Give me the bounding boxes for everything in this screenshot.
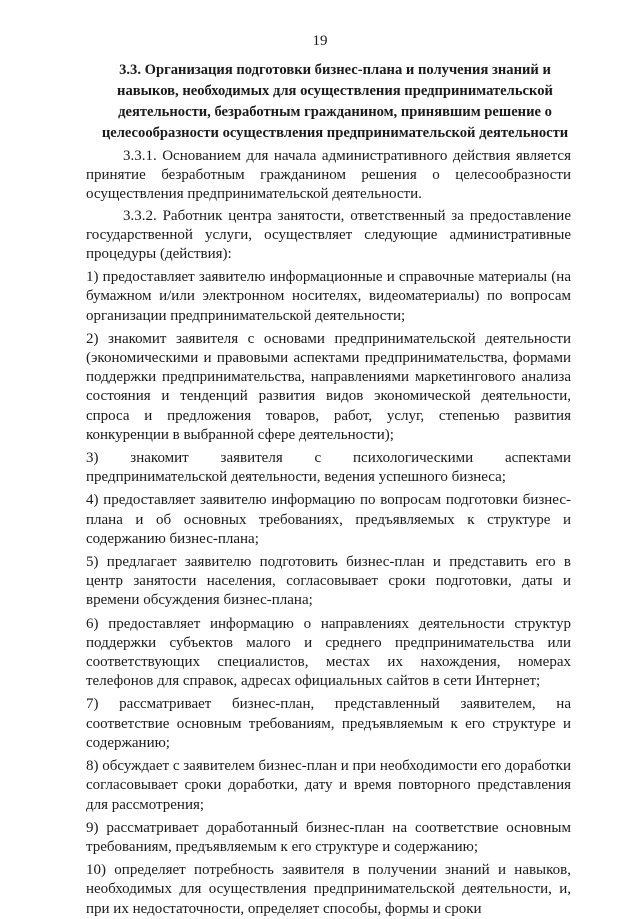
list-item: 2) знакомит заявителя с основами предпринимательской деятельности (экономическими и правовыми аспектами предпринимательства, формами поддержки предпринимательства, направлениями маркетингового анализа состояния и тенденций развития видов экономической деятельности, спроса и предложения товаров, работ, услуг, степенью развития конкуренции в выбранной сфере деятельности); xyxy=(86,330,571,443)
list-item: 3) знакомит заявителя с психологическими аспектами предпринимательской деятельности, ведения успешного бизнеса; xyxy=(86,450,571,486)
paragraph: 3.3.2. Работник центра занятости, ответственный за предоставление государственной услуги, осуществляет следующие административные процедуры (действия): xyxy=(86,207,571,263)
list-item: 5) предлагает заявителю подготовить бизнес-план и представить его в центр занятости населения, согласовывает сроки подготовки, даты и времени обсуждения бизнес-плана; xyxy=(86,554,571,609)
list-item: 8) обсуждает с заявителем бизнес-план и при необходимости его доработки согласовывает сроки доработки, дату и время повторного представления для рассмотрения; xyxy=(86,758,571,813)
list-item: 6) предоставляет информацию о направлениях деятельности структур поддержки субъектов малого и среднего предпринимательства или соответствующих специалистов, местах их нахождения, номерах телефонов для справок, адресах официальных сайтов в сети Интернет; xyxy=(86,615,571,690)
list-item: 4) предоставляет заявителю информацию по вопросам подготовки бизнес-плана и об основных требованиях, предъявляемых к структуре и содержанию бизнес-плана; xyxy=(86,492,571,547)
document-body xyxy=(86,147,571,919)
page-number: 19 xyxy=(312,33,328,49)
list-item: 10) определяет потребность заявителя в получении знаний и навыков, необходимых для осуществления предпринимательской деятельности, и, при их недостаточности, определяет способы, формы и сроки xyxy=(86,862,571,917)
paragraph: 3.3.1. Основанием для начала административного действия является принятие безработным гражданином решения о целесообразности осуществления предпринимательской деятельности. xyxy=(86,148,571,203)
list-item: 1) предоставляет заявителю информационные и справочные материалы (на бумажном и/или электронном носителях, видеоматериалы) по вопросам организации предпринимательской деятельности; xyxy=(86,269,571,324)
list-item: 7) рассматривает бизнес-план, представленный заявителем, на соответствие основным требованиям, предъявляемым к его структуре и содержанию; xyxy=(86,696,571,751)
list-item: 9) рассматривает доработанный бизнес-план на соответствие основным требованиям, предъявляемым к его структуре и содержанию; xyxy=(86,819,571,855)
section-heading: 3.3. Организация подготовки бизнес-плана и получения знаний и навыков, необходимых для осуществления предпринимательской деятельности, безработным гражданином, принявшим решение о целесообразности осуществления предпринимательской деятельности xyxy=(101,62,569,141)
